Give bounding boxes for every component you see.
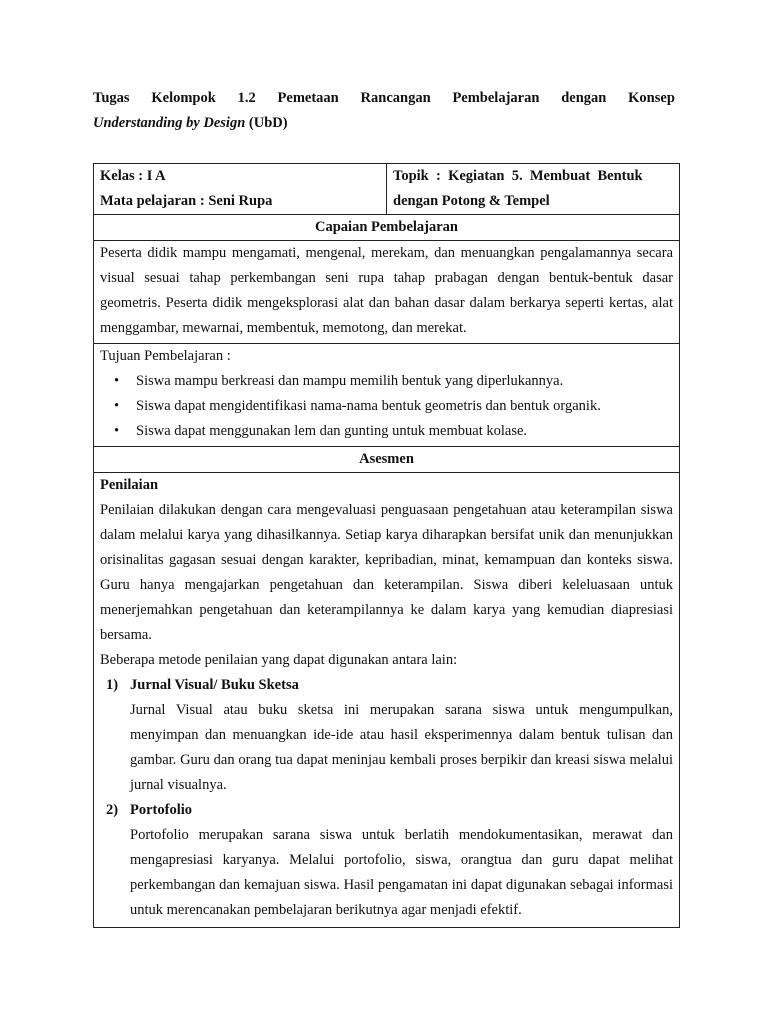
title-italic: Understanding by Design — [93, 115, 246, 131]
topic-cell — [387, 164, 680, 215]
title-word: Tugas — [93, 90, 130, 106]
topic-line-1: Topik : Kegiatan 5. Membuat Bentuk — [393, 168, 643, 184]
method-text: Portofolio merupakan sarana siswa untuk berlatih mendokumentasikan, merawat dan mengapresiasi karyanya. Melalui portofolio, siswa, orangtua dan guru dapat melihat perkembangan dan kemajuan siswa. Hasil pengamatan ini dapat digunakan sebagai informasi untuk merencanakan pembelajaran berikutnya agar menjadi efektif. — [130, 827, 673, 918]
method-number: 1) — [106, 677, 119, 693]
asesmen-heading: Asesmen — [94, 447, 680, 473]
asesmen-body-row — [94, 473, 680, 928]
title-word: Pembelajaran — [452, 90, 540, 106]
penilaian-heading: Penilaian — [100, 477, 159, 493]
title-word: Rancangan — [360, 90, 431, 106]
title-word: dengan — [561, 90, 607, 106]
capaian-heading-row — [94, 215, 680, 241]
method-heading — [100, 798, 673, 823]
tujuan-row — [94, 344, 680, 447]
list-item-text: Siswa dapat menggunakan lem dan gunting untuk membuat kolase. — [136, 423, 528, 439]
title-word: Kelompok — [151, 90, 216, 106]
title-line-2 — [93, 111, 675, 136]
title-word: Pemetaan — [277, 90, 339, 106]
class-label: Kelas : I A — [100, 168, 166, 184]
methods-list — [100, 673, 673, 923]
title-suffix: (UbD) — [245, 115, 288, 131]
list-item-text: Siswa mampu berkreasi dan mampu memilih bentuk yang diperlukannya. — [136, 373, 564, 389]
asesmen-heading-row — [94, 447, 680, 473]
bullet-icon: • — [114, 423, 120, 439]
method-text: Jurnal Visual atau buku sketsa ini merupakan sarana siswa untuk mengumpulkan, menyimpan dan menuangkan ide-ide atau hasil eksperimennya dalam bentuk tulisan dan gambar. Guru dan orang tua dapat meninjau kembali proses berpikir dan kreasi siswa melalui jurnal visualnya. — [130, 702, 673, 793]
penilaian-text: Penilaian dilakukan dengan cara mengevaluasi penguasaan pengetahuan atau keterampilan siswa dalam melalui karya yang dihasilkannya. Setiap karya diharapkan bersifat unik dan menunjukkan orisinalitas gagasan sesuai dengan karakter, kepribadian, minat, kemampuan dan konteks siswa. Guru hanya mengajarkan pengetahuan dan keterampilan. Siswa diberi keleluasaan untuk menerjemahkan pengetahuan dan keterampilannya ke dalam karya yang kemudian diapresiasi bersama. — [100, 502, 673, 643]
list-item — [114, 369, 673, 394]
method-title: Portofolio — [130, 802, 193, 818]
method-title: Jurnal Visual/ Buku Sketsa — [130, 677, 299, 693]
lesson-plan-table — [93, 163, 680, 928]
header-row — [94, 164, 680, 215]
class-subject-cell — [94, 164, 387, 215]
method-number: 2) — [106, 802, 119, 818]
tujuan-cell — [94, 344, 680, 447]
capaian-text-row — [94, 241, 680, 344]
title-line-1 — [93, 86, 675, 111]
list-item — [114, 394, 673, 419]
subject-label: Mata pelajaran : Seni Rupa — [100, 193, 273, 209]
bullet-icon: • — [114, 398, 120, 414]
method-heading — [100, 673, 673, 698]
methods-intro: Beberapa metode penilaian yang dapat digunakan antara lain: — [100, 652, 458, 668]
capaian-text: Peserta didik mampu mengamati, mengenal, merekam, dan menuangkan pengalamannya secara visual sesuai tahap perkembangan seni rupa tahap prabagan dengan bentuk-bentuk dasar geometris. Peserta didik mengeksplorasi alat dan bahan dasar dalam berkarya seperti kertas, alat menggambar, mewarnai, membentuk, memotong, dan merekat. — [94, 241, 680, 344]
method-item — [100, 673, 673, 798]
document-title — [93, 86, 675, 136]
title-word: 1.2 — [237, 90, 256, 106]
list-item — [114, 419, 673, 444]
title-word: Konsep — [628, 90, 675, 106]
tujuan-heading: Tujuan Pembelajaran : — [100, 348, 231, 364]
tujuan-list — [100, 369, 673, 444]
bullet-icon: • — [114, 373, 120, 389]
asesmen-body — [94, 473, 680, 928]
list-item-text: Siswa dapat mengidentifikasi nama-nama bentuk geometris dan bentuk organik. — [136, 398, 601, 414]
topic-line-2: dengan Potong & Tempel — [393, 193, 550, 209]
capaian-heading: Capaian Pembelajaran — [94, 215, 680, 241]
method-item — [100, 798, 673, 923]
